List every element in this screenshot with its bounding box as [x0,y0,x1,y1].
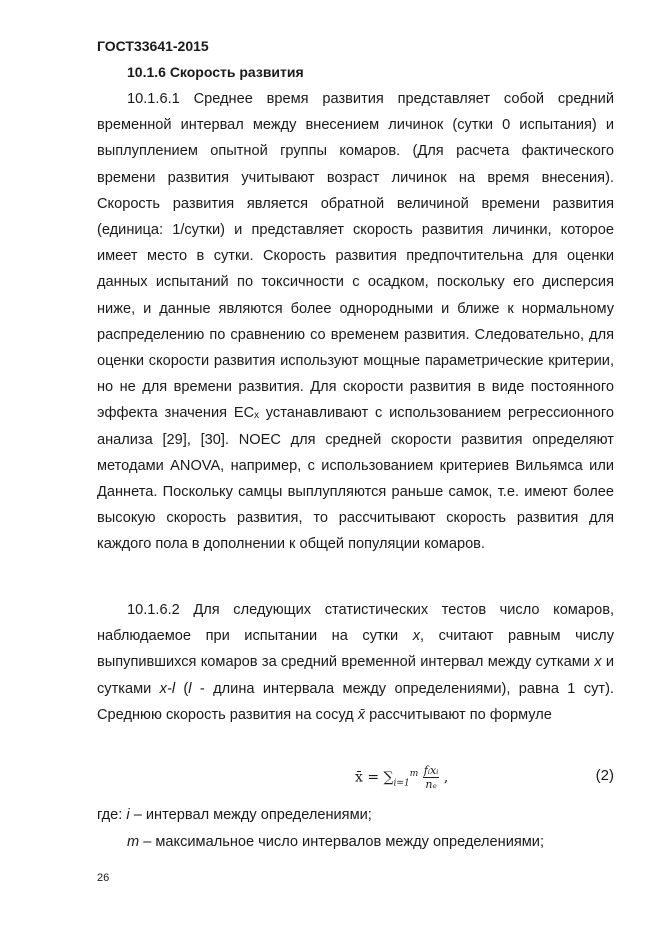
formula-denominator: nₑ [425,778,437,791]
formula-number: (2) [595,767,614,784]
definition-i [97,802,372,828]
p2-text-2: , считают равным числу выпупившихся комаров за средний временной интервал между сутками [97,628,614,671]
symbol-m: m [127,834,140,850]
p2-var-x-minus-l: x-l [159,680,176,697]
p2-text-6: рассчитывают по формуле [365,706,552,723]
p2-var-l: l [188,680,192,697]
p2-var-x-2: x [594,654,602,671]
standard-code-header: ГОСТ33641-2015 [97,38,209,54]
p2-text-4: ( [175,680,189,697]
symbol-i: i [126,807,130,823]
formula-trailing: , [439,769,449,786]
paragraph-10-1-6-1: 10.1.6.1 Среднее время развития представляет собой средний временной интервал между внесением личинок (сутки 0 испытания) и выплуплением опытной группы комаров. (Для расчета фактического времени развития учитывают возраст личинок на время внесения). Скорость развития является обратной величиной времени развития (единица: 1/сутки) и представляет скорость развития личинки, которое имеет место в сутки. Скорость развития предпочтительна для оценки данных испытаний по токсичности с осадком, поскольку его дисперсия ниже, и данные являются более однородными и ближе к нормальному распределению по сравнению со временем развития. Следовательно, для оценки скорости развития используют мощные параметрические критерии, но не для времени развития. Для скорости развития в виде постоянного эффекта значения ECₓ устанавливают с использованием регрессионного анализа [29], [30]. NOEC для средней скорости развития определяют методами ANOVA, например, с использованием критериев Вильямса или Даннета. Поскольку самцы выплупляются раньше самок, т.е. имеют более высокую скорость развития, то рассчитывают скорость развития для каждого пола в дополнении к общей популяции комаров. [97,91,614,553]
formula-sum-lower: i=1 [393,778,410,789]
formula-row [97,764,614,800]
formula [355,764,448,791]
section-heading: 10.1.6 Скорость развития [127,64,304,80]
p2-text-5: - длина интервала между определениями), равна 1 сут). Среднюю скорость развития на сосуд [97,680,614,723]
definition-i-text: – интервал между определениями; [129,807,372,823]
p2-var-x: x [412,628,421,645]
page-number: 26 [97,872,110,884]
formula-sum-upper: m [409,768,419,779]
p2-text-1: 10.1.6.2 Для следующих статистических тестов число комаров, наблюдаемое при испытании на сутки [97,602,614,645]
definition-m-text: – максимальное число интервалов между определениями; [139,834,545,850]
p2-var-xbar: x̄ [357,706,366,723]
p2-text-3: и сутками [97,654,614,697]
formula-fraction [423,764,440,791]
formula-numerator: fᵢxᵢ [423,764,439,777]
definition-m [127,829,544,855]
where-label: где: [97,807,127,823]
formula-lhs: x̄ = ∑ [355,769,394,786]
paragraph-10-1-6-2 [97,597,614,728]
